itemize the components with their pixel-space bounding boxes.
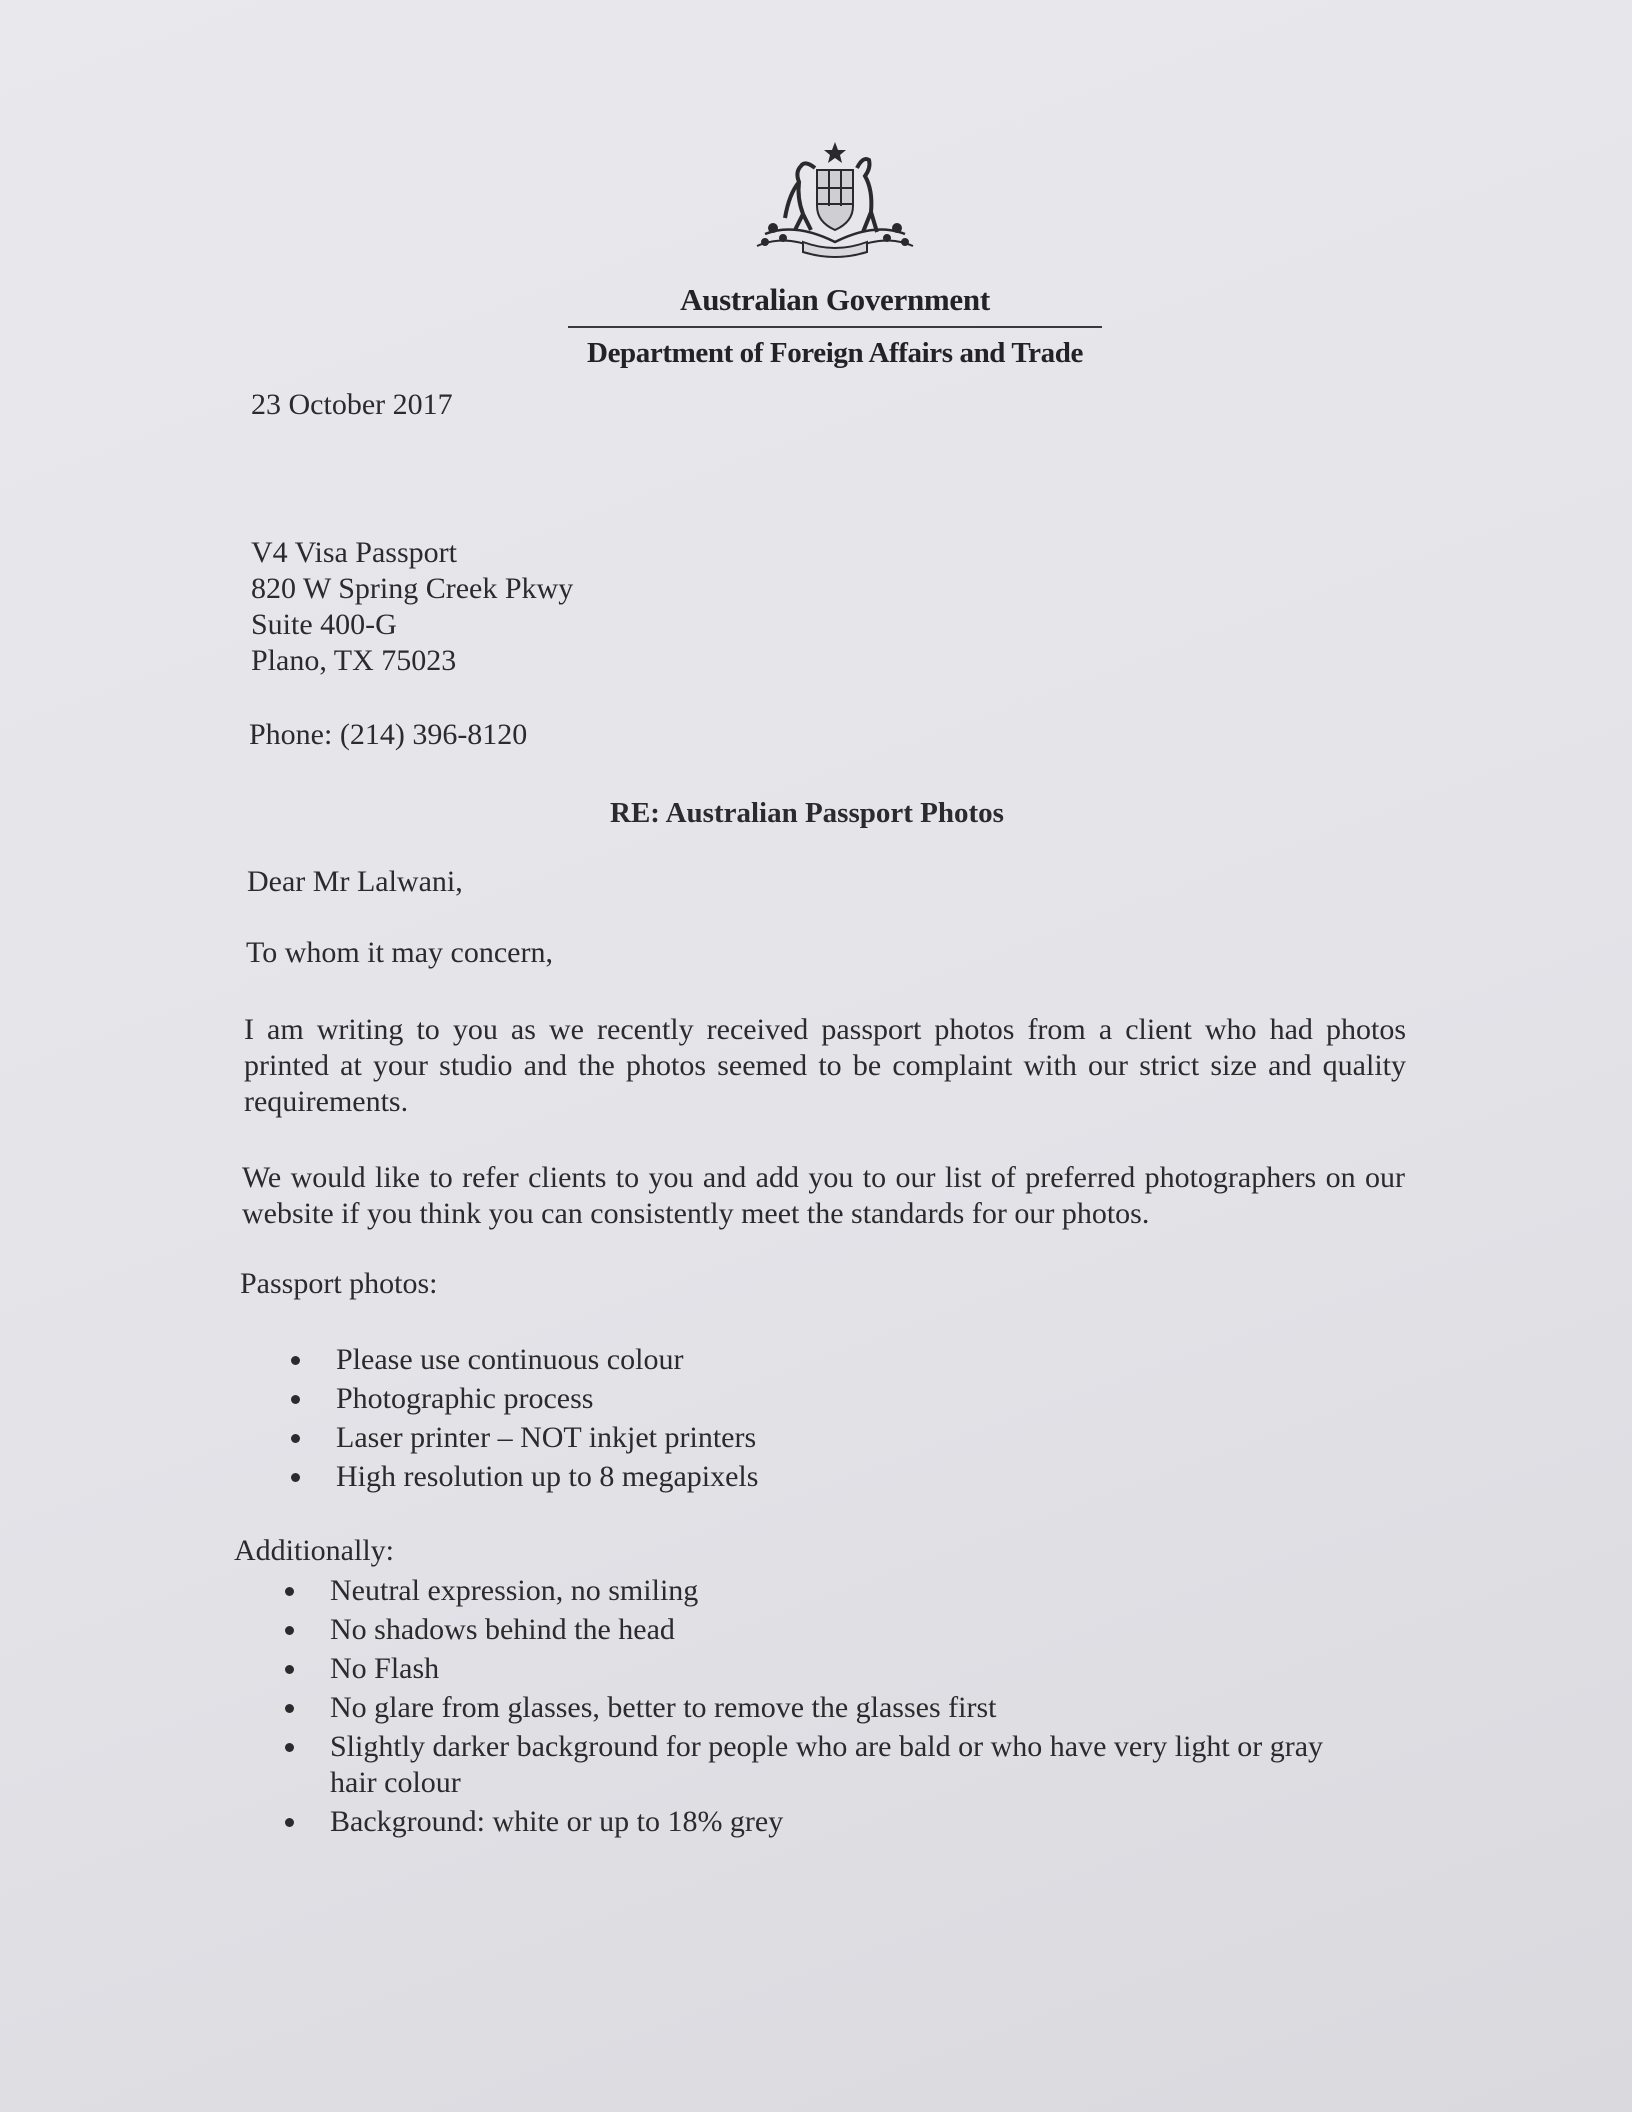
recipient-address [251, 535, 573, 679]
list-item [330, 1690, 1370, 1726]
list-item [330, 1804, 1370, 1840]
list-item-text: Slightly darker background for people who are bald or who have very light or gray hair colour [330, 1730, 1324, 1799]
body-paragraph: We would like to refer clients to you and add you to our list of preferred photographers on our website if you think you can consistently meet the standards for our photos. [242, 1161, 1405, 1230]
body-paragraph: I am writing to you as we recently received passport photos from a client who had photos printed at your studio and the photos seemed to be complaint with our strict size and quality requirements. [244, 1013, 1406, 1118]
bullet-icon [285, 1743, 294, 1752]
address-line: Suite 400-G [251, 608, 397, 641]
list-item-text: No shadows behind the head [330, 1613, 675, 1646]
bullet-icon [291, 1434, 300, 1443]
list-item-text: High resolution up to 8 megapixels [336, 1460, 759, 1493]
list-item [336, 1342, 758, 1381]
bullet-icon [285, 1587, 294, 1596]
list-item-text: Photographic process [336, 1382, 594, 1415]
list-item [330, 1573, 1370, 1609]
bullet-icon [285, 1665, 294, 1674]
letter-date: 23 October 2017 [251, 388, 453, 421]
additional-requirements-list [330, 1573, 1370, 1843]
passport-photos-list [336, 1342, 758, 1498]
list-item [336, 1381, 758, 1420]
passport-photos-label: Passport photos: [240, 1267, 438, 1300]
coat-of-arms-icon [745, 138, 925, 268]
bullet-icon [291, 1395, 300, 1404]
list-item [330, 1729, 1370, 1801]
bullet-icon [285, 1626, 294, 1635]
list-item-text: Neutral expression, no smiling [330, 1574, 699, 1607]
list-item-text: Please use continuous colour [336, 1343, 684, 1376]
salutation: Dear Mr Lalwani, [247, 865, 463, 898]
list-item-text: Background: white or up to 18% grey [330, 1805, 784, 1838]
list-item [336, 1420, 758, 1459]
bullet-icon [285, 1818, 294, 1827]
department-title: Department of Foreign Affairs and Trade [587, 337, 1083, 369]
list-item-text: Laser printer – NOT inkjet printers [336, 1421, 757, 1454]
bullet-icon [291, 1356, 300, 1365]
bullet-icon [291, 1473, 300, 1482]
list-item-text: No Flash [330, 1652, 440, 1685]
list-item [330, 1612, 1370, 1648]
bullet-icon [285, 1704, 294, 1713]
letterhead-divider [568, 326, 1102, 328]
government-title: Australian Government [680, 282, 990, 317]
address-line: V4 Visa Passport [251, 536, 457, 569]
additionally-label: Additionally: [234, 1534, 394, 1567]
list-item [330, 1651, 1370, 1687]
list-item-text: No glare from glasses, better to remove the glasses first [330, 1691, 997, 1724]
address-line: Plano, TX 75023 [251, 644, 457, 677]
concern-line: To whom it may concern, [246, 936, 553, 969]
subject-line: RE: Australian Passport Photos [610, 797, 1004, 829]
address-line: 820 W Spring Creek Pkwy [251, 572, 574, 605]
recipient-phone: Phone: (214) 396-8120 [249, 718, 528, 751]
list-item [336, 1459, 758, 1498]
